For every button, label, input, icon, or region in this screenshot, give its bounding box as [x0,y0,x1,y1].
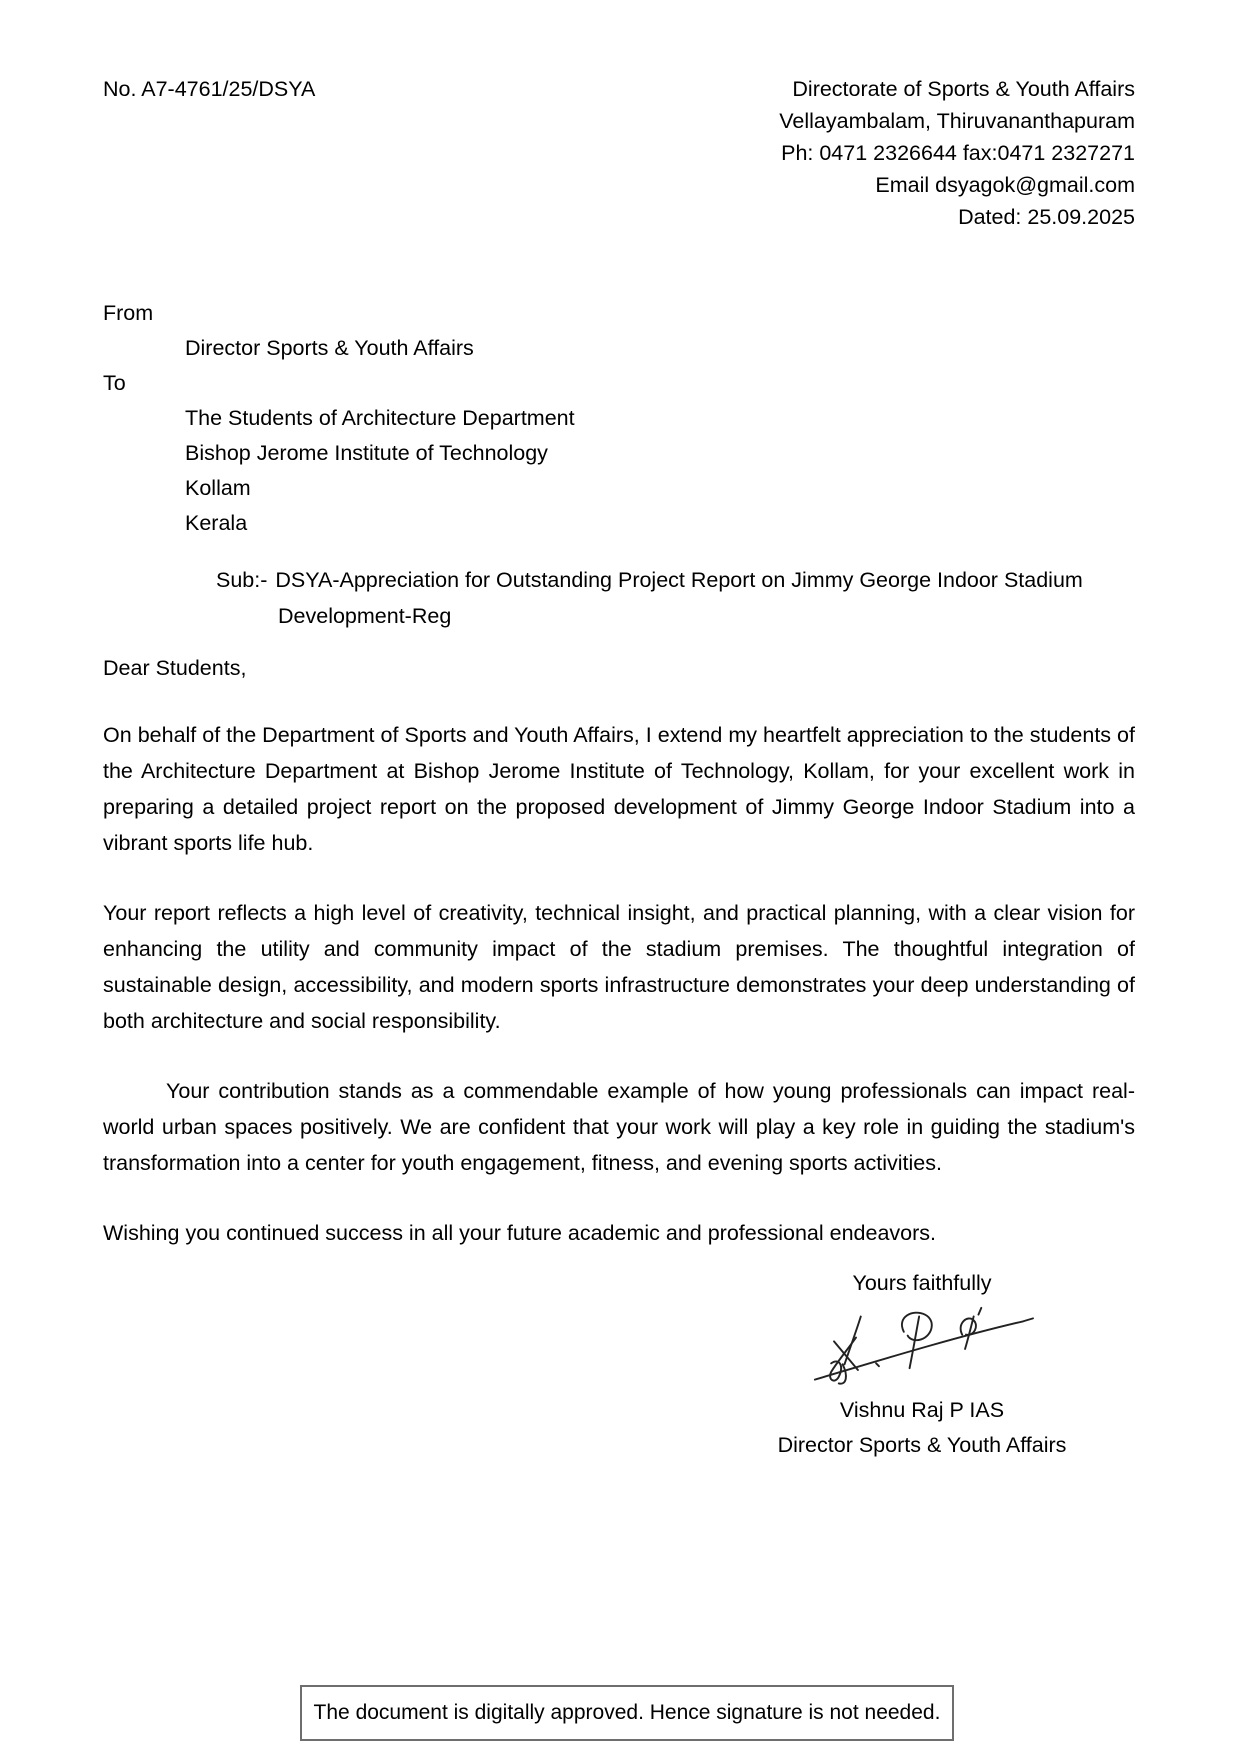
valediction: Yours faithfully [852,1271,992,1295]
subject-section [216,562,1135,634]
digital-approval-text: The document is digitally approved. Hence signature is not needed. [313,1701,941,1724]
body-paragraph-2: Your report reflects a high level of creativity, technical insight, and practical planning, with a clear vision for enhancing the utility and community impact of the stadium premises. The thoughtful integration of sustainable design, accessibility, and modern sports infrastructure demonstrates your deep understanding of both architecture and social responsibility. [103,901,1135,1033]
subject-line-1 [216,562,1135,598]
from-line: Director Sports & Youth Affairs [185,336,474,360]
to-line-institute: Bishop Jerome Institute of Technology [185,441,548,465]
to-line-city: Kollam [185,476,251,500]
digital-approval-notice [300,1685,954,1741]
subject-line-2: Development-Reg [278,604,452,628]
body-paragraph-3: Your contribution stands as a commendable example of how young professionals can impact real-world urban spaces positively. We are confident that your work will play a key role in guiding the stadium's transformation into a center for youth engagement, fitness, and evening sports activities. [103,1079,1135,1175]
letter-header [103,73,1135,233]
signatory-title: Director Sports & Youth Affairs [777,1433,1067,1457]
from-label: From [103,301,154,325]
subject-text: DSYA-Appreciation for Outstanding Project Report on Jimmy George Indoor Stadium [275,568,1083,592]
to-label: To [103,371,126,395]
addressing-section [103,296,1135,541]
reference-number: No. A7-4761/25/DSYA [103,77,316,101]
subject-label: Sub:- [216,568,268,592]
to-line-state: Kerala [185,511,248,535]
signature-block [762,1266,1082,1463]
signatory-name: Vishnu Raj P IAS [839,1398,1005,1422]
body-paragraph-1: On behalf of the Department of Sports and Youth Affairs, I extend my heartfelt appreciation to the students of the Architecture Department at Bishop Jerome Institute of Technology, Kollam, for your excellent work in preparing a detailed project report on the proposed development of Jimmy George Indoor Stadium into a vibrant sports life hub. [103,723,1135,855]
handwritten-signature-icon [806,1305,1038,1393]
salutation: Dear Students, [103,656,247,680]
letter-date: Dated: 25.09.2025 [958,205,1135,229]
org-email: Email dsyagok@gmail.com [875,173,1135,197]
org-name: Directorate of Sports & Youth Affairs [792,77,1135,101]
sender-address-block [779,73,1135,233]
to-line-department: The Students of Architecture Department [185,406,575,430]
org-location: Vellayambalam, Thiruvananthapuram [779,109,1135,133]
closing-wish-line: Wishing you continued success in all your future academic and professional endeavors. [103,1221,936,1245]
org-phone-fax: Ph: 0471 2326644 fax:0471 2327271 [781,141,1135,165]
